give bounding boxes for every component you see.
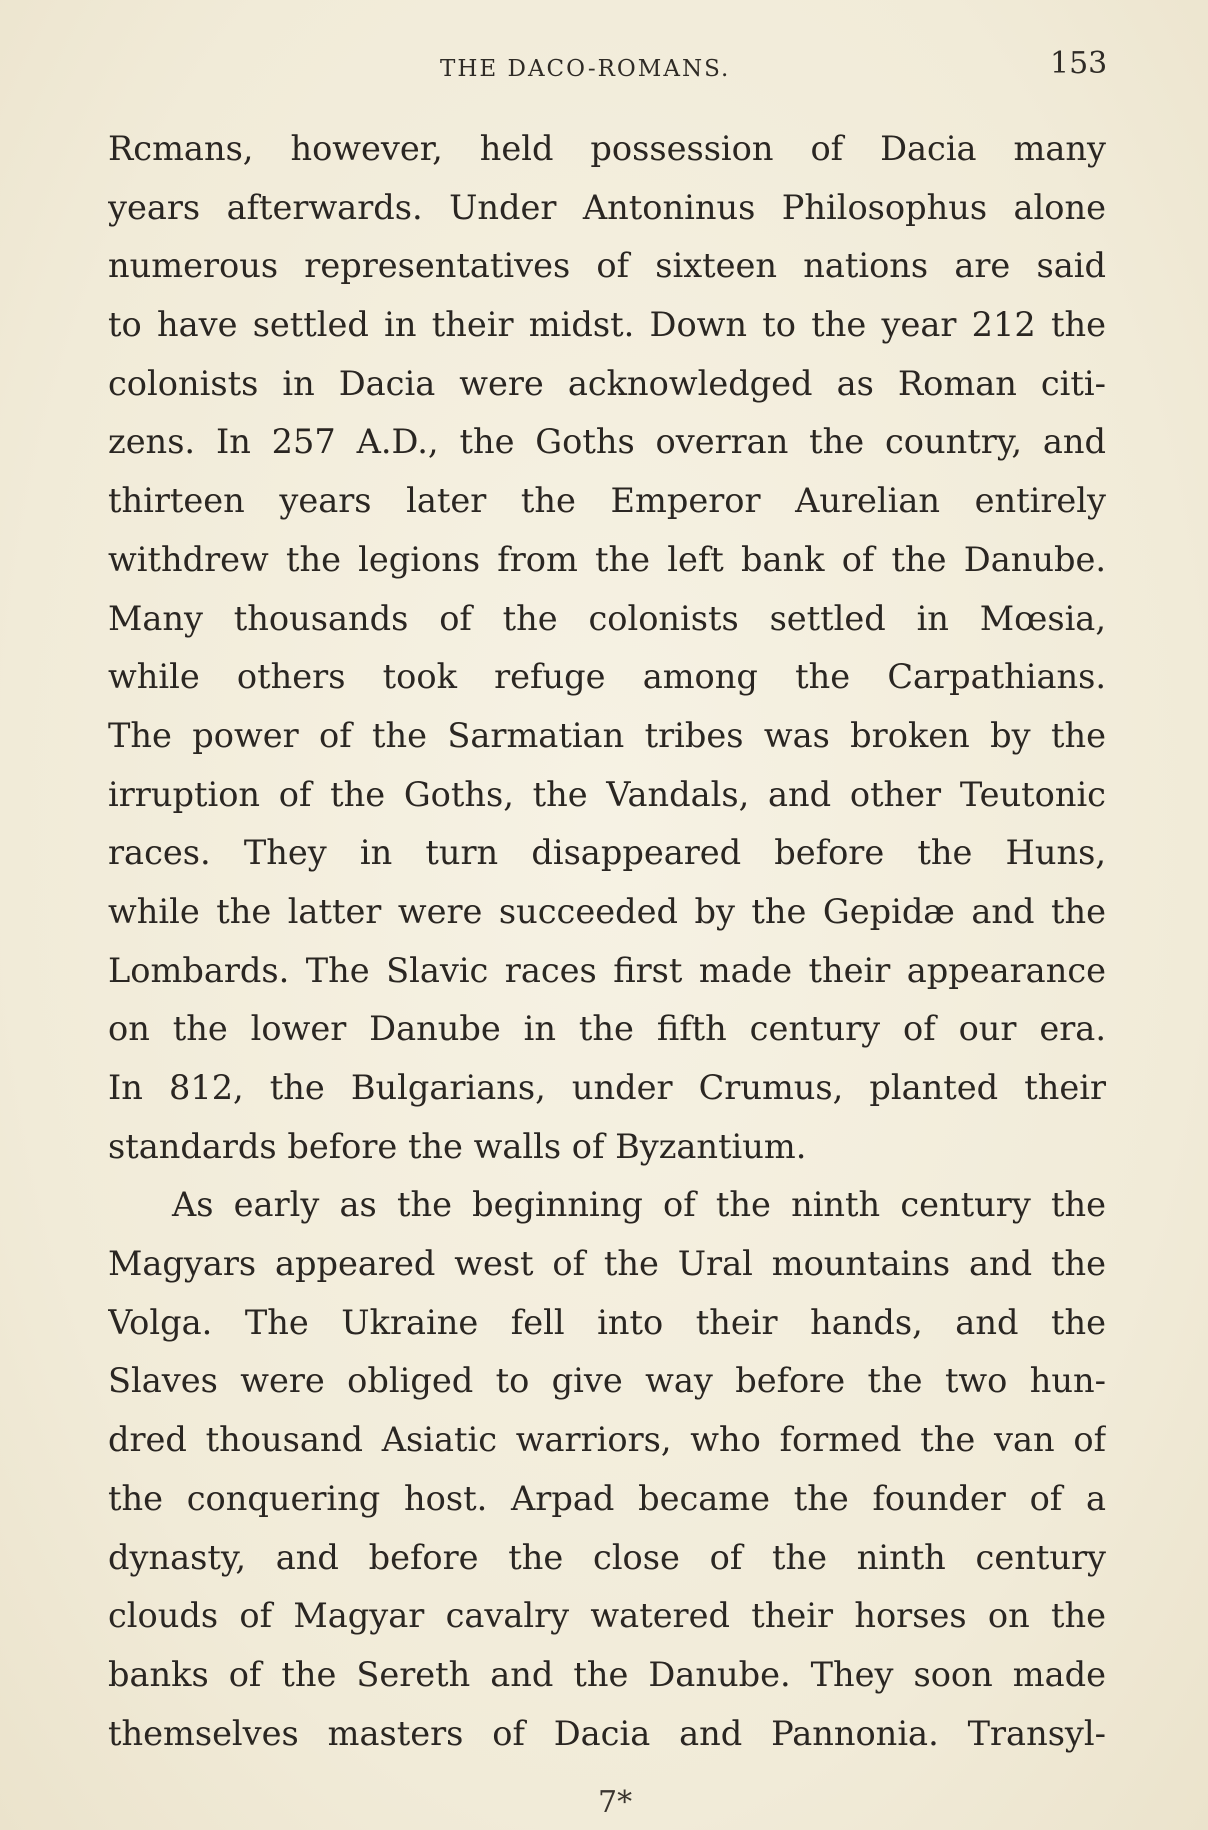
page-number: 153 xyxy=(1050,46,1108,81)
text-line: irruption of the Goths, the Vandals, and other Teutonic xyxy=(108,774,1106,814)
text-line: Volga. The Ukraine fell into their hands, and the xyxy=(108,1302,1106,1342)
text-line: standards before the walls of Byzantium. xyxy=(108,1126,807,1166)
text-line: dynasty, and before the close of the ninth century xyxy=(108,1537,1106,1577)
text-line: thirteen years later the Emperor Aurelian entirely xyxy=(108,481,1106,521)
text-line: The power of the Sarmatian tribes was broken by the xyxy=(108,715,1106,755)
text-line: clouds of Magyar cavalry watered their horses on the xyxy=(108,1596,1106,1636)
signature-mark: 7* xyxy=(598,1785,633,1820)
text-line: As early as the beginning of the ninth century the xyxy=(172,1185,1106,1225)
text-line: while the latter were succeeded by the Gepidæ and the xyxy=(108,891,1106,931)
text-line: zens. In 257 A.D., the Goths overran the country, and xyxy=(108,422,1106,462)
text-line: while others took refuge among the Carpathians. xyxy=(108,657,1106,697)
text-line: Rcmans, however, held possession of Dacia many xyxy=(108,129,1106,168)
text-line: on the lower Danube in the fifth century of our era. xyxy=(108,1009,1106,1049)
text-line: the conquering host. Arpad became the founder of a xyxy=(108,1478,1106,1518)
text-line: banks of the Sereth and the Danube. They soon made xyxy=(108,1654,1106,1694)
text-line: themselves masters of Dacia and Pannonia. Transyl- xyxy=(108,1713,1106,1753)
text-line: races. They in turn disappeared before the Huns, xyxy=(108,833,1106,873)
text-line: Lombards. The Slavic races first made their appearance xyxy=(108,950,1106,990)
text-line: Slaves were obliged to give way before the two hun- xyxy=(108,1361,1106,1401)
text-line: Magyars appeared west of the Ural mountains and the xyxy=(108,1244,1106,1284)
text-line: withdrew the legions from the left bank of the Danube. xyxy=(108,539,1106,579)
running-head-title: THE DACO-ROMANS. xyxy=(440,56,731,82)
text-line: years afterwards. Under Antoninus Philosophus alone xyxy=(108,187,1106,227)
text-line: numerous representatives of sixteen nations are said xyxy=(108,246,1106,286)
text-line: dred thousand Asiatic warriors, who formed the van of xyxy=(108,1420,1106,1460)
body-text xyxy=(108,120,1106,1763)
text-line: to have settled in their midst. Down to the year 212 the xyxy=(108,305,1106,345)
text-line: Many thousands of the colonists settled in Mœsia, xyxy=(108,598,1106,638)
text-line: colonists in Dacia were acknowledged as Roman citi- xyxy=(108,363,1106,403)
text-line: In 812, the Bulgarians, under Crumus, planted their xyxy=(108,1068,1106,1107)
